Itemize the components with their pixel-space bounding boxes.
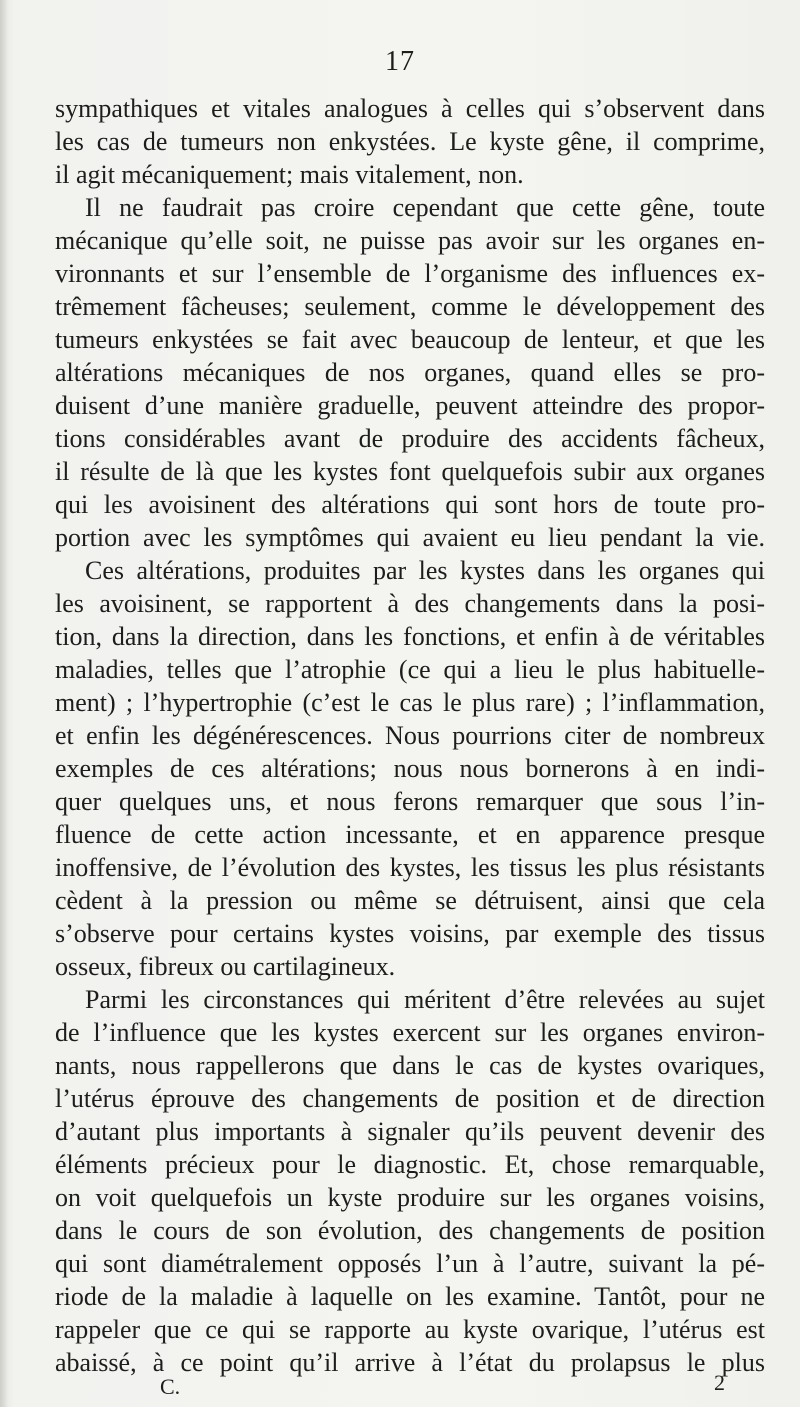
text-line: dans le cours de son évolution, des changements de position xyxy=(55,1216,765,1245)
text-line: éléments précieux pour le diagnostic. Et, chose remarquable, xyxy=(55,1150,765,1179)
text-line: d’autant plus importants à signaler qu’ils peuvent devenir des xyxy=(55,1117,765,1146)
text-line: abaissé, à ce point qu’il arrive à l’état du prolapsus le plus xyxy=(55,1348,765,1377)
signature-mark: C. xyxy=(160,1374,181,1399)
text-line: Parmi les circonstances qui méritent d’être relevées au sujet xyxy=(85,985,765,1014)
text-line: vironnants et sur l’ensemble de l’organisme des influences ex- xyxy=(55,259,765,288)
text-line: les avoisinent, se rapportent à des changements dans la posi- xyxy=(55,589,765,618)
text-line: ment) ; l’hypertrophie (c’est le cas le plus rare) ; l’inflammation, xyxy=(55,688,765,717)
text-line: inoffensive, de l’évolution des kystes, les tissus les plus résistants xyxy=(55,853,765,882)
text-line: trêmement fâcheuses; seulement, comme le développement des xyxy=(55,292,765,321)
text-line: cèdent à la pression ou même se détruisent, ainsi que cela xyxy=(55,886,765,915)
text-line: et enfin les dégénérescences. Nous pourrions citer de nombreux xyxy=(55,721,765,750)
text-line: tumeurs enkystées se fait avec beaucoup de lenteur, et que les xyxy=(55,325,765,354)
text-line: s’observe pour certains kystes voisins, par exemple des tissus xyxy=(55,919,765,948)
text-line: Il ne faudrait pas croire cependant que cette gêne, toute xyxy=(85,193,765,222)
text-line: duisent d’une manière graduelle, peuvent atteindre des propor- xyxy=(55,391,765,420)
text-line: altérations mécaniques de nos organes, quand elles se pro- xyxy=(55,358,765,387)
text-line: rappeler que ce qui se rapporte au kyste ovarique, l’utérus est xyxy=(55,1315,765,1344)
text-line: quer quelques uns, et nous ferons remarquer que sous l’in- xyxy=(55,787,765,816)
text-line: mécanique qu’elle soit, ne puisse pas avoir sur les organes en- xyxy=(55,226,765,255)
text-line: il agit mécaniquement; mais vitalement, non. xyxy=(55,160,524,189)
text-line: maladies, telles que l’atrophie (ce qui a lieu le plus habituelle- xyxy=(55,655,765,684)
text-line: Ces altérations, produites par les kystes dans les organes qui xyxy=(85,556,765,585)
text-line: tion, dans la direction, dans les fonctions, et enfin à de véritables xyxy=(55,622,765,651)
signature-number: 2 xyxy=(714,1370,725,1395)
text-line: les cas de tumeurs non enkystées. Le kyste gêne, il comprime, xyxy=(55,127,765,156)
text-line: fluence de cette action incessante, et en apparence presque xyxy=(55,820,765,849)
text-line: portion avec les symptômes qui avaient eu lieu pendant la vie. xyxy=(55,523,765,552)
text-line: de l’influence que les kystes exercent sur les organes environ- xyxy=(55,1018,765,1047)
page-number: 17 xyxy=(385,46,415,77)
text-line: tions considérables avant de produire des accidents fâcheux, xyxy=(55,424,765,453)
text-line: nants, nous rappellerons que dans le cas de kystes ovariques, xyxy=(55,1051,765,1080)
text-line: osseux, fibreux ou cartilagineux. xyxy=(55,952,396,981)
text-line: exemples de ces altérations; nous nous bornerons à en indi- xyxy=(55,754,765,783)
text-line: on voit quelquefois un kyste produire sur les organes voisins, xyxy=(55,1183,765,1212)
text-line: sympathiques et vitales analogues à celles qui s’observent dans xyxy=(55,94,765,123)
text-line: l’utérus éprouve des changements de position et de direction xyxy=(55,1084,765,1113)
text-line: riode de la maladie à laquelle on les examine. Tantôt, pour ne xyxy=(55,1282,765,1311)
text-line: il résulte de là que les kystes font quelquefois subir aux organes xyxy=(55,457,765,486)
text-line: qui les avoisinent des altérations qui sont hors de toute pro- xyxy=(55,490,765,519)
text-line: qui sont diamétralement opposés l’un à l’autre, suivant la pé- xyxy=(55,1249,765,1278)
